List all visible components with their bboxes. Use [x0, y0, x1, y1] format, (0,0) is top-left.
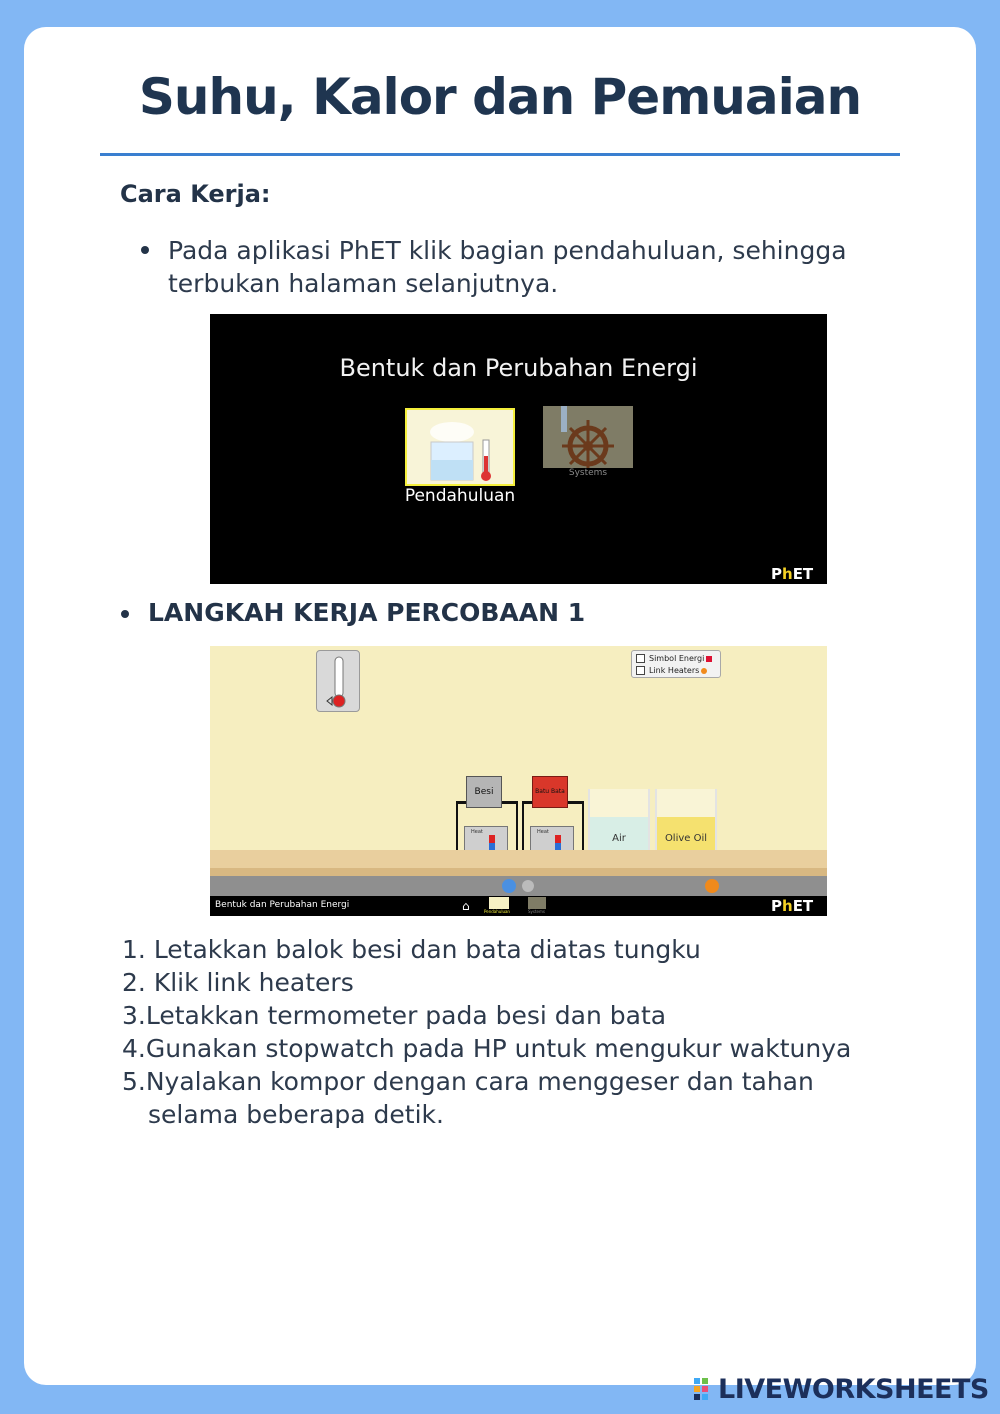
reset-button[interactable] — [705, 879, 719, 893]
time-controls-bar — [210, 876, 827, 896]
intro-screen-card[interactable] — [405, 408, 515, 486]
ship-wheel-icon — [543, 406, 633, 468]
intro-screen-label: Pendahuluan — [404, 486, 516, 506]
bullet-dot — [121, 610, 129, 618]
wooden-shelf — [210, 850, 827, 868]
olive-oil-beaker[interactable]: Olive Oil — [655, 789, 717, 869]
footer-brand[interactable]: LIVEWORKSHEETS — [718, 1374, 989, 1405]
list-item: 1. Letakkan balok besi dan bata diatas tungku — [122, 935, 701, 964]
intro-line-2: terbukan halaman selanjutnya. — [168, 269, 559, 298]
phet-intro-screenshot — [210, 646, 827, 933]
thermometer-icon — [317, 651, 359, 711]
step-button[interactable] — [522, 880, 534, 892]
water-beaker[interactable]: Air — [588, 789, 650, 869]
thermometer-toolbox[interactable] — [316, 650, 360, 712]
list-item-continuation: selama beberapa detik. — [148, 1100, 444, 1129]
systems-screen-card[interactable] — [543, 406, 633, 468]
beaker-thermometer-icon — [407, 410, 513, 484]
iron-block[interactable]: Besi — [466, 776, 502, 808]
options-panel — [631, 650, 721, 678]
title-divider — [100, 153, 900, 156]
phet-logo: PhET ⋮ — [771, 897, 814, 933]
nav-systems-thumbnail[interactable] — [528, 897, 546, 909]
systems-screen-label: Systems — [568, 468, 608, 478]
list-item: 2. Klik link heaters — [122, 968, 354, 997]
phet-menu-screenshot — [210, 314, 827, 601]
phet-logo: PhET ⋮ — [771, 565, 814, 601]
list-item: 4.Gunakan stopwatch pada HP untuk mengukur waktunya — [122, 1034, 852, 1063]
list-item: 3.Letakkan termometer pada besi dan bata — [122, 1001, 667, 1030]
nav-sim-title: Bentuk dan Perubahan Energi — [215, 900, 350, 910]
bullet-dot — [141, 246, 149, 254]
energy-symbol-checkbox[interactable]: Simbol Energi — [636, 653, 712, 664]
step-heading: LANGKAH KERJA PERCOBAAN 1 — [148, 598, 586, 627]
home-icon[interactable]: ⌂ — [462, 899, 470, 913]
nav-intro-thumbnail[interactable] — [489, 897, 509, 909]
page-title: Suhu, Kalor dan Pemuaian — [138, 68, 862, 126]
list-item: 5.Nyalakan kompor dengan cara menggeser dan tahan — [122, 1067, 814, 1096]
link-heaters-checkbox[interactable]: Link Heaters — [636, 665, 707, 676]
burner-iron[interactable]: Heat — [464, 826, 508, 862]
shelf-edge — [210, 868, 827, 876]
phet-sim-title: Bentuk dan Perubahan Energi — [339, 354, 698, 382]
pause-button[interactable] — [502, 879, 516, 893]
phet-nav-bar: Bentuk dan Perubahan Energi ⌂ Pendahuluan Systems PhET ⋮ — [210, 896, 827, 916]
burner-brick[interactable]: Heat — [530, 826, 574, 862]
section-heading: Cara Kerja: — [120, 180, 271, 208]
intro-line-1: Pada aplikasi PhET klik bagian pendahuluan, sehingga — [168, 236, 847, 265]
liveworksheets-logo-icon — [694, 1378, 716, 1400]
brick-block[interactable]: Batu Bata — [532, 776, 568, 808]
